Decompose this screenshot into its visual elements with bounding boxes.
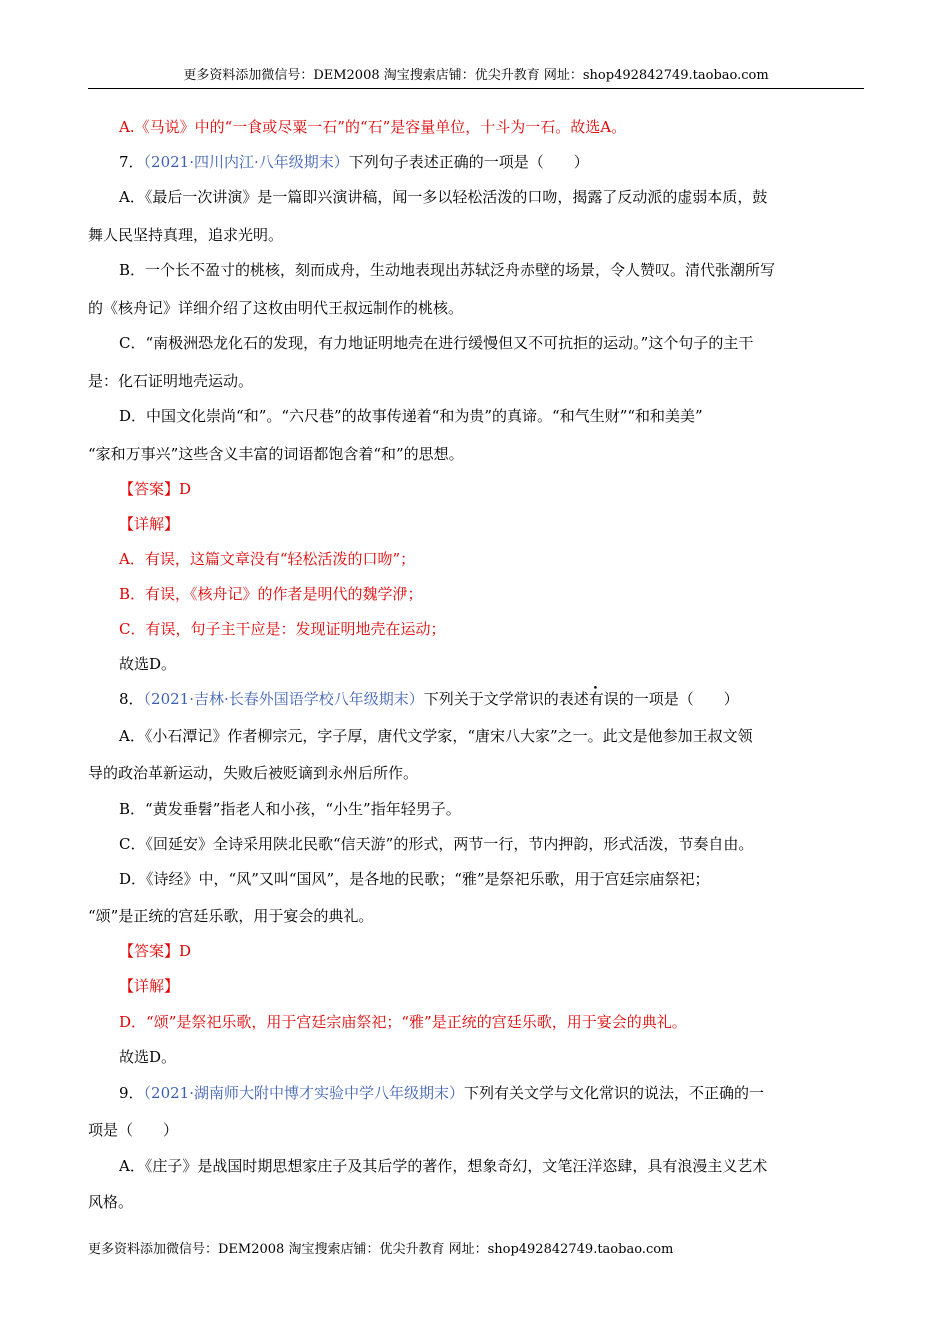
q7-option-b-line2: 的《核舟记》详细介绍了这枚由明代王叔远制作的桃核。 — [88, 299, 464, 317]
q7-option-c-line2: 是：化石证明地壳运动。 — [88, 372, 254, 390]
question-9-stem — [119, 1082, 764, 1104]
q7-option-d-line1: D．中国文化崇尚“和”。“六尺巷”的故事传递着“和为贵”的真谛。“和气生财”“和和美美” — [119, 407, 703, 425]
q8-conclusion: 故选D。 — [119, 1048, 177, 1066]
q9-option-a-line1: A．《庄子》是战国时期思想家庄子及其后学的著作，想象奇幻，文笔汪洋恣肆，具有浪漫主义艺术 — [119, 1157, 768, 1175]
question-source: （2021·四川内江·八年级期末） — [143, 153, 349, 171]
q7-option-b-line1: B．一个长不盈寸的桃核，刻而成舟，生动地表现出苏轼泛舟赤壁的场景，令人赞叹。清代张潮所写 — [119, 261, 776, 279]
q8-detail-label: 【详解】 — [119, 977, 180, 995]
question-number: 9． — [119, 1084, 144, 1102]
q7-option-d-line2: “家和万事兴”这些含义丰富的词语都饱含着“和”的思想。 — [88, 445, 464, 463]
q7-detail-label: 【详解】 — [119, 515, 180, 533]
q8-option-d-line1: D．《诗经》中，“风”又叫“国风”，是各地的民歌；“雅”是祭祀乐歌，用于宫廷宗庙祭祀； — [119, 870, 710, 888]
q7-explanation-b: B．有误，《核舟记》的作者是明代的魏学洢； — [119, 585, 423, 603]
question-source: （2021·湖南师大附中博才实验中学八年级期末） — [143, 1084, 464, 1102]
q8-answer — [119, 940, 191, 962]
q7-answer — [119, 478, 191, 500]
question-text-end: 的一项是（ ） — [618, 690, 739, 708]
q7-explanation-a: A．有误，这篇文章没有“轻松活泼的口吻”； — [119, 550, 416, 568]
q8-option-c: C．《回延安》全诗采用陕北民歌“信天游”的形式，两节一行，节内押韵，形式活泼，节奏自由。 — [119, 835, 754, 853]
question-number: 8． — [119, 690, 144, 708]
previous-answer-line: A.《马说》中的“一食或尽粟一石”的“石”是容量单位，十斗为一石。故选A。 — [119, 118, 627, 136]
q8-option-a-line1: A．《小石潭记》作者柳宗元，字子厚，唐代文学家，“唐宋八大家”之一。此文是他参加王叔文领 — [119, 727, 753, 745]
answer-label: 【答案】D — [119, 942, 192, 960]
question-7-stem — [119, 151, 589, 173]
emphasized-text: 有误 — [588, 690, 619, 708]
answer-label: 【答案】D — [119, 480, 192, 498]
q8-option-b: B．“黄发垂髫”指老人和小孩，“小生”指年轻男子。 — [119, 800, 461, 818]
header-divider — [88, 88, 864, 89]
question-source: （2021·吉林·长春外国语学校八年级期末） — [143, 690, 424, 708]
page-header: 更多资料添加微信号：DEM2008 淘宝搜索店铺：优尖升教育 网址：shop492842749.taobao.com — [183, 68, 769, 83]
question-8-stem — [119, 688, 739, 710]
page-footer: 更多资料添加微信号：DEM2008 淘宝搜索店铺：优尖升教育 网址：shop492842749.taobao.com — [88, 1242, 674, 1257]
q8-option-a-line2: 导的政治革新运动，失败后被贬谪到永州后所作。 — [88, 764, 419, 782]
question-text: 下列句子表述正确的一项是（ ） — [348, 153, 589, 171]
q7-option-a-line1: A．《最后一次讲演》是一篇即兴演讲稿，闻一多以轻松活泼的口吻，揭露了反动派的虚弱本质，鼓 — [119, 188, 768, 206]
q7-option-c-line1: C．“南极洲恐龙化石的发现，有力地证明地壳在进行缓慢但又不可抗拒的运动。”这个句子的主干 — [119, 334, 754, 352]
q8-explanation-d: D．“颂”是祭祀乐歌，用于宫廷宗庙祭祀；“雅”是正统的宫廷乐歌，用于宴会的典礼。 — [119, 1013, 687, 1031]
q8-option-d-line2: “颂”是正统的宫廷乐歌，用于宴会的典礼。 — [88, 907, 374, 925]
q7-conclusion: 故选D。 — [119, 655, 177, 673]
q7-explanation-c: C．有误，句子主干应是：发现证明地壳在运动； — [119, 620, 446, 638]
question-text: 下列关于文学常识的表述 — [423, 690, 589, 708]
question-text: 下列有关文学与文化常识的说法，不正确的一 — [464, 1084, 765, 1102]
q9-stem-line2: 项是（ ） — [88, 1121, 179, 1139]
q9-option-a-line2: 风格。 — [88, 1193, 134, 1211]
question-number: 7． — [119, 153, 144, 171]
q7-option-a-line2: 舞人民坚持真理，追求光明。 — [88, 226, 284, 244]
